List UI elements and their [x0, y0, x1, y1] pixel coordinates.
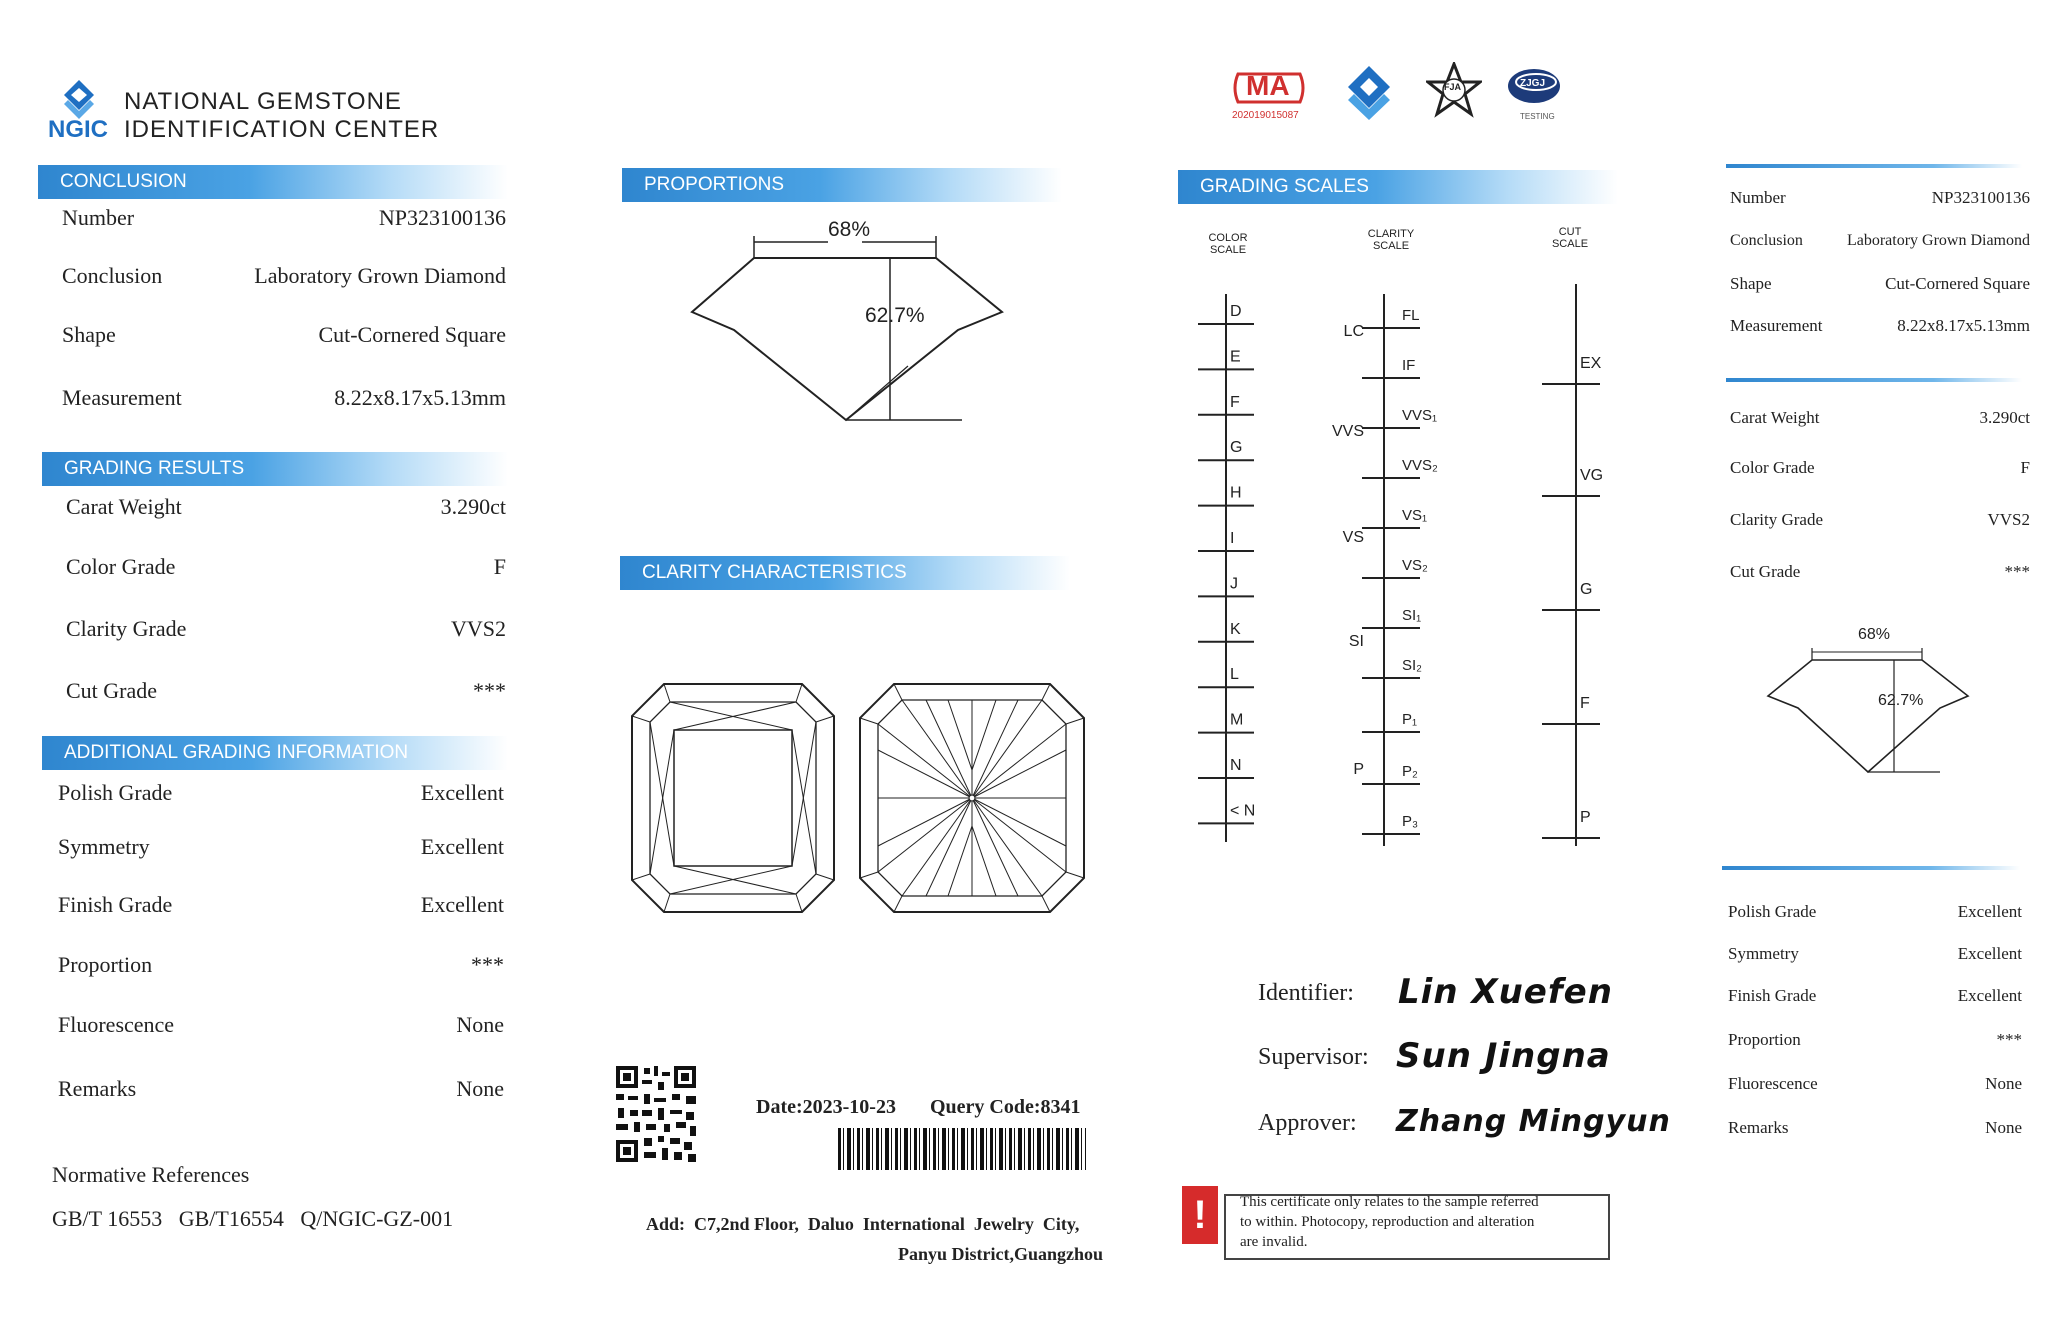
- color-grade-label: I: [1230, 530, 1235, 547]
- row-label: Symmetry: [58, 834, 150, 859]
- grading-results-section: [66, 494, 506, 714]
- barcode: [838, 1128, 1086, 1170]
- cut-grade-label: VG: [1580, 467, 1604, 484]
- row-value: None: [456, 1012, 504, 1037]
- scale-title-line: CUT: [1558, 226, 1582, 238]
- row-label: Cut Grade: [1730, 562, 1801, 581]
- grading-scales-chart: [1180, 270, 1620, 860]
- row-value: 3.290ct: [1979, 408, 2030, 427]
- summary-row: [1730, 274, 2030, 298]
- grading-row: [66, 554, 506, 584]
- row-label: Cut Grade: [66, 678, 158, 703]
- row-value: 3.290ct: [440, 494, 506, 519]
- cma-text: MA: [1246, 70, 1290, 101]
- row-label: Polish Grade: [58, 780, 173, 805]
- row-label: Number: [1730, 188, 1786, 207]
- color-grade-label: E: [1230, 348, 1241, 366]
- cut-grade-label: G: [1580, 581, 1593, 598]
- clarity-grade-label: P₂: [1402, 763, 1418, 780]
- brand-name-line2: IDENTIFICATION CENTER: [124, 116, 440, 143]
- row-value: Excellent: [420, 780, 504, 805]
- row-label: Fluorescence: [58, 1012, 175, 1037]
- additional-section: [58, 776, 504, 1106]
- row-label: Number: [62, 205, 135, 230]
- row-value: F: [493, 554, 506, 579]
- row-value: VVS2: [1987, 510, 2030, 529]
- zjgj-sub: TESTING: [1520, 112, 1555, 121]
- row-label: Color Grade: [1730, 458, 1815, 477]
- conclusion-row: [62, 385, 506, 415]
- cut-grade-label: P: [1580, 809, 1591, 826]
- color-grade-label: K: [1230, 620, 1241, 638]
- summary-row: [1728, 1074, 2022, 1098]
- clarity-grade-label: P₁: [1402, 711, 1418, 728]
- row-value: NP323100136: [1931, 188, 2030, 207]
- row-value: 8.22x8.17x5.13mm: [1897, 316, 2030, 335]
- row-label: Fluorescence: [1728, 1074, 1818, 1093]
- row-label: Conclusion: [1730, 232, 1803, 249]
- cma-number: 202019015087: [1232, 110, 1299, 121]
- address-line1: Add: C7,2nd Floor, Daluo International Jewelry City,: [646, 1214, 1080, 1234]
- accreditation-logos: [1230, 62, 1560, 132]
- summary-proportions-diagram: [1764, 640, 1974, 780]
- row-label: Shape: [62, 322, 116, 347]
- row-label: Finish Grade: [1728, 986, 1817, 1005]
- color-grade-label: D: [1230, 303, 1242, 320]
- clarity-grade-label: VS₂: [1402, 557, 1428, 574]
- proportions-diagram: [680, 216, 1020, 436]
- summary-row: [1730, 510, 2030, 534]
- summary-row: [1728, 944, 2022, 968]
- exclamation-icon: !: [1182, 1186, 1218, 1244]
- zjgj-text: ZJGJ: [1520, 78, 1546, 89]
- additional-row: [58, 892, 504, 922]
- additional-row: [58, 780, 504, 810]
- row-value: Excellent: [420, 834, 504, 859]
- row-value: None: [1985, 1118, 2022, 1137]
- scale-title-line: COLOR: [1208, 232, 1248, 244]
- clarity-grade-label: P₃: [1402, 813, 1419, 830]
- identifier-signature: Lin Xuefen: [1398, 972, 1613, 1012]
- report-date: Date:2023-10-23: [756, 1096, 896, 1118]
- clarity-scale-title: [1366, 228, 1416, 252]
- proportions-table: 68%: [828, 218, 871, 241]
- summary-row: [1730, 408, 2030, 432]
- row-label: Proportion: [58, 952, 153, 977]
- row-label: Remarks: [58, 1076, 137, 1101]
- clarity-group-label: VVS: [1331, 423, 1364, 440]
- pavilion-plot-diagram: [856, 680, 1088, 916]
- scale-title-line: SCALE: [1209, 244, 1247, 256]
- additional-row: [58, 1076, 504, 1106]
- address-line2: Panyu District,Guangzhou: [898, 1244, 1104, 1264]
- normative-refs: GB/T 16553 GB/T16554 Q/NGIC-GZ-001: [52, 1206, 454, 1231]
- disclaimer-line2: to within. Photocopy, reproduction and alteration: [1240, 1214, 1535, 1230]
- clarity-grade-label: VVS₁: [1402, 407, 1438, 424]
- color-grade-label: F: [1230, 393, 1240, 411]
- row-label: Finish Grade: [58, 892, 173, 917]
- qr-code-icon: [614, 1064, 698, 1164]
- clarity-grade-label: SI₂: [1402, 657, 1422, 674]
- summary-row: [1730, 458, 2030, 482]
- summary-row: [1730, 232, 2030, 256]
- color-grade-label: L: [1230, 666, 1239, 684]
- cut-grade-label: EX: [1580, 355, 1602, 372]
- summary-row: [1730, 316, 2030, 340]
- row-value: VVS2: [450, 616, 506, 641]
- proportions-heading: PROPORTIONS: [622, 168, 1062, 202]
- summary-depth: 62.7%: [1878, 692, 1924, 709]
- grading-row: [66, 494, 506, 524]
- grading-results-heading: GRADING RESULTS: [42, 452, 508, 486]
- row-label: Conclusion: [62, 263, 163, 288]
- additional-heading: ADDITIONAL GRADING INFORMATION: [42, 736, 508, 770]
- scale-title-line: CLARITY: [1367, 228, 1415, 240]
- disclaimer-line3: are invalid.: [1240, 1234, 1308, 1250]
- scale-title-line: SCALE: [1372, 240, 1410, 252]
- query-code: Query Code:8341: [930, 1096, 1081, 1118]
- row-value: None: [1985, 1074, 2022, 1093]
- proportions-depth: 62.7%: [865, 304, 925, 327]
- row-label: Measurement: [62, 385, 182, 410]
- row-value: ***: [473, 678, 506, 703]
- color-grade-label: H: [1230, 484, 1242, 502]
- summary-row: [1728, 1118, 2022, 1142]
- summary-bottom: [1728, 902, 2022, 1142]
- color-grade-label: J: [1230, 575, 1238, 593]
- row-label: Clarity Grade: [1730, 510, 1823, 529]
- cut-scale-title: [1550, 226, 1590, 250]
- row-label: Polish Grade: [1728, 902, 1817, 921]
- brand-name-line1: NATIONAL GEMSTONE: [124, 88, 402, 115]
- conclusion-section: [62, 205, 506, 425]
- summary-rule-mid: [1726, 378, 2022, 382]
- color-grade-label: G: [1230, 439, 1243, 457]
- summary-row: [1728, 902, 2022, 926]
- color-grade-label: < N: [1230, 802, 1256, 820]
- row-value: Excellent: [420, 892, 504, 917]
- summary-row: [1730, 188, 2030, 212]
- row-value: Laboratory Grown Diamond: [1846, 232, 2030, 249]
- clarity-group-label: P: [1353, 761, 1364, 778]
- clarity-characteristics-heading: CLARITY CHARACTERISTICS: [620, 556, 1070, 590]
- clarity-grade-label: SI₁: [1402, 607, 1422, 624]
- normative-heading: Normative References: [52, 1162, 250, 1187]
- grading-row: [66, 678, 506, 708]
- row-value: Excellent: [1957, 944, 2022, 963]
- brand-abbr: NGIC: [48, 116, 108, 143]
- color-grade-label: N: [1230, 757, 1242, 774]
- clarity-grade-label: FL: [1402, 307, 1420, 324]
- row-value: Cut-Cornered Square: [1885, 274, 2030, 293]
- row-value: Excellent: [1957, 902, 2022, 921]
- row-value: F: [2020, 458, 2030, 477]
- row-label: Carat Weight: [1730, 408, 1820, 427]
- ngic-diamond-logo-icon: [1338, 64, 1400, 120]
- additional-row: [58, 952, 504, 982]
- summary-rule-bottom: [1722, 866, 2020, 870]
- cut-grade-label: F: [1580, 695, 1590, 712]
- grading-scales-heading: GRADING SCALES: [1178, 170, 1618, 204]
- conclusion-heading: CONCLUSION: [38, 165, 508, 199]
- row-value: 8.22x8.17x5.13mm: [334, 385, 506, 410]
- row-value: Excellent: [1957, 986, 2022, 1005]
- row-label: Color Grade: [66, 554, 176, 579]
- clarity-grade-label: IF: [1402, 357, 1416, 374]
- additional-row: [58, 1012, 504, 1042]
- supervisor-signature: Sun Jingna: [1396, 1036, 1611, 1076]
- summary-top: [1730, 188, 2030, 348]
- grading-row: [66, 616, 506, 646]
- scale-title-line: SCALE: [1551, 238, 1589, 250]
- clarity-group-label: SI: [1348, 633, 1364, 650]
- conclusion-row: [62, 263, 506, 293]
- row-value: ***: [471, 952, 504, 977]
- summary-rule-top: [1726, 164, 2022, 168]
- summary-row: [1728, 986, 2022, 1010]
- row-value: NP323100136: [378, 205, 506, 230]
- row-label: Shape: [1730, 274, 1772, 293]
- row-value: None: [456, 1076, 504, 1101]
- summary-mid: [1730, 408, 2030, 588]
- identifier-label: Identifier:: [1258, 980, 1354, 1006]
- row-label: Clarity Grade: [66, 616, 187, 641]
- color-scale-title: [1208, 232, 1248, 256]
- row-label: Remarks: [1728, 1118, 1789, 1137]
- row-value: ***: [1996, 1030, 2022, 1049]
- approver-label: Approver:: [1258, 1110, 1357, 1136]
- row-label: Symmetry: [1728, 944, 1799, 963]
- summary-table: 68%: [1858, 626, 1891, 643]
- summary-row: [1730, 562, 2030, 586]
- fja-text: FJA: [1444, 82, 1462, 92]
- approver-signature: Zhang Mingyun: [1396, 1104, 1671, 1139]
- clarity-group-label: VS: [1342, 529, 1364, 546]
- row-label: Proportion: [1728, 1030, 1801, 1049]
- conclusion-row: [62, 205, 506, 235]
- disclaimer-line1: This certificate only relates to the sample referred: [1240, 1194, 1539, 1210]
- row-value: ***: [2004, 562, 2030, 581]
- disclaimer-box: [1182, 1184, 1612, 1262]
- color-grade-label: M: [1230, 711, 1244, 729]
- additional-row: [58, 834, 504, 864]
- row-label: Measurement: [1730, 316, 1823, 335]
- supervisor-label: Supervisor:: [1258, 1044, 1369, 1070]
- clarity-grade-label: VS₁: [1402, 507, 1428, 524]
- clarity-group-label: LC: [1343, 323, 1364, 340]
- summary-row: [1728, 1030, 2022, 1054]
- clarity-grade-label: VVS₂: [1402, 457, 1438, 474]
- row-value: Laboratory Grown Diamond: [254, 263, 506, 288]
- row-value: Cut-Cornered Square: [318, 322, 506, 347]
- crown-plot-diagram: [628, 680, 838, 916]
- conclusion-row: [62, 322, 506, 352]
- row-label: Carat Weight: [66, 494, 182, 519]
